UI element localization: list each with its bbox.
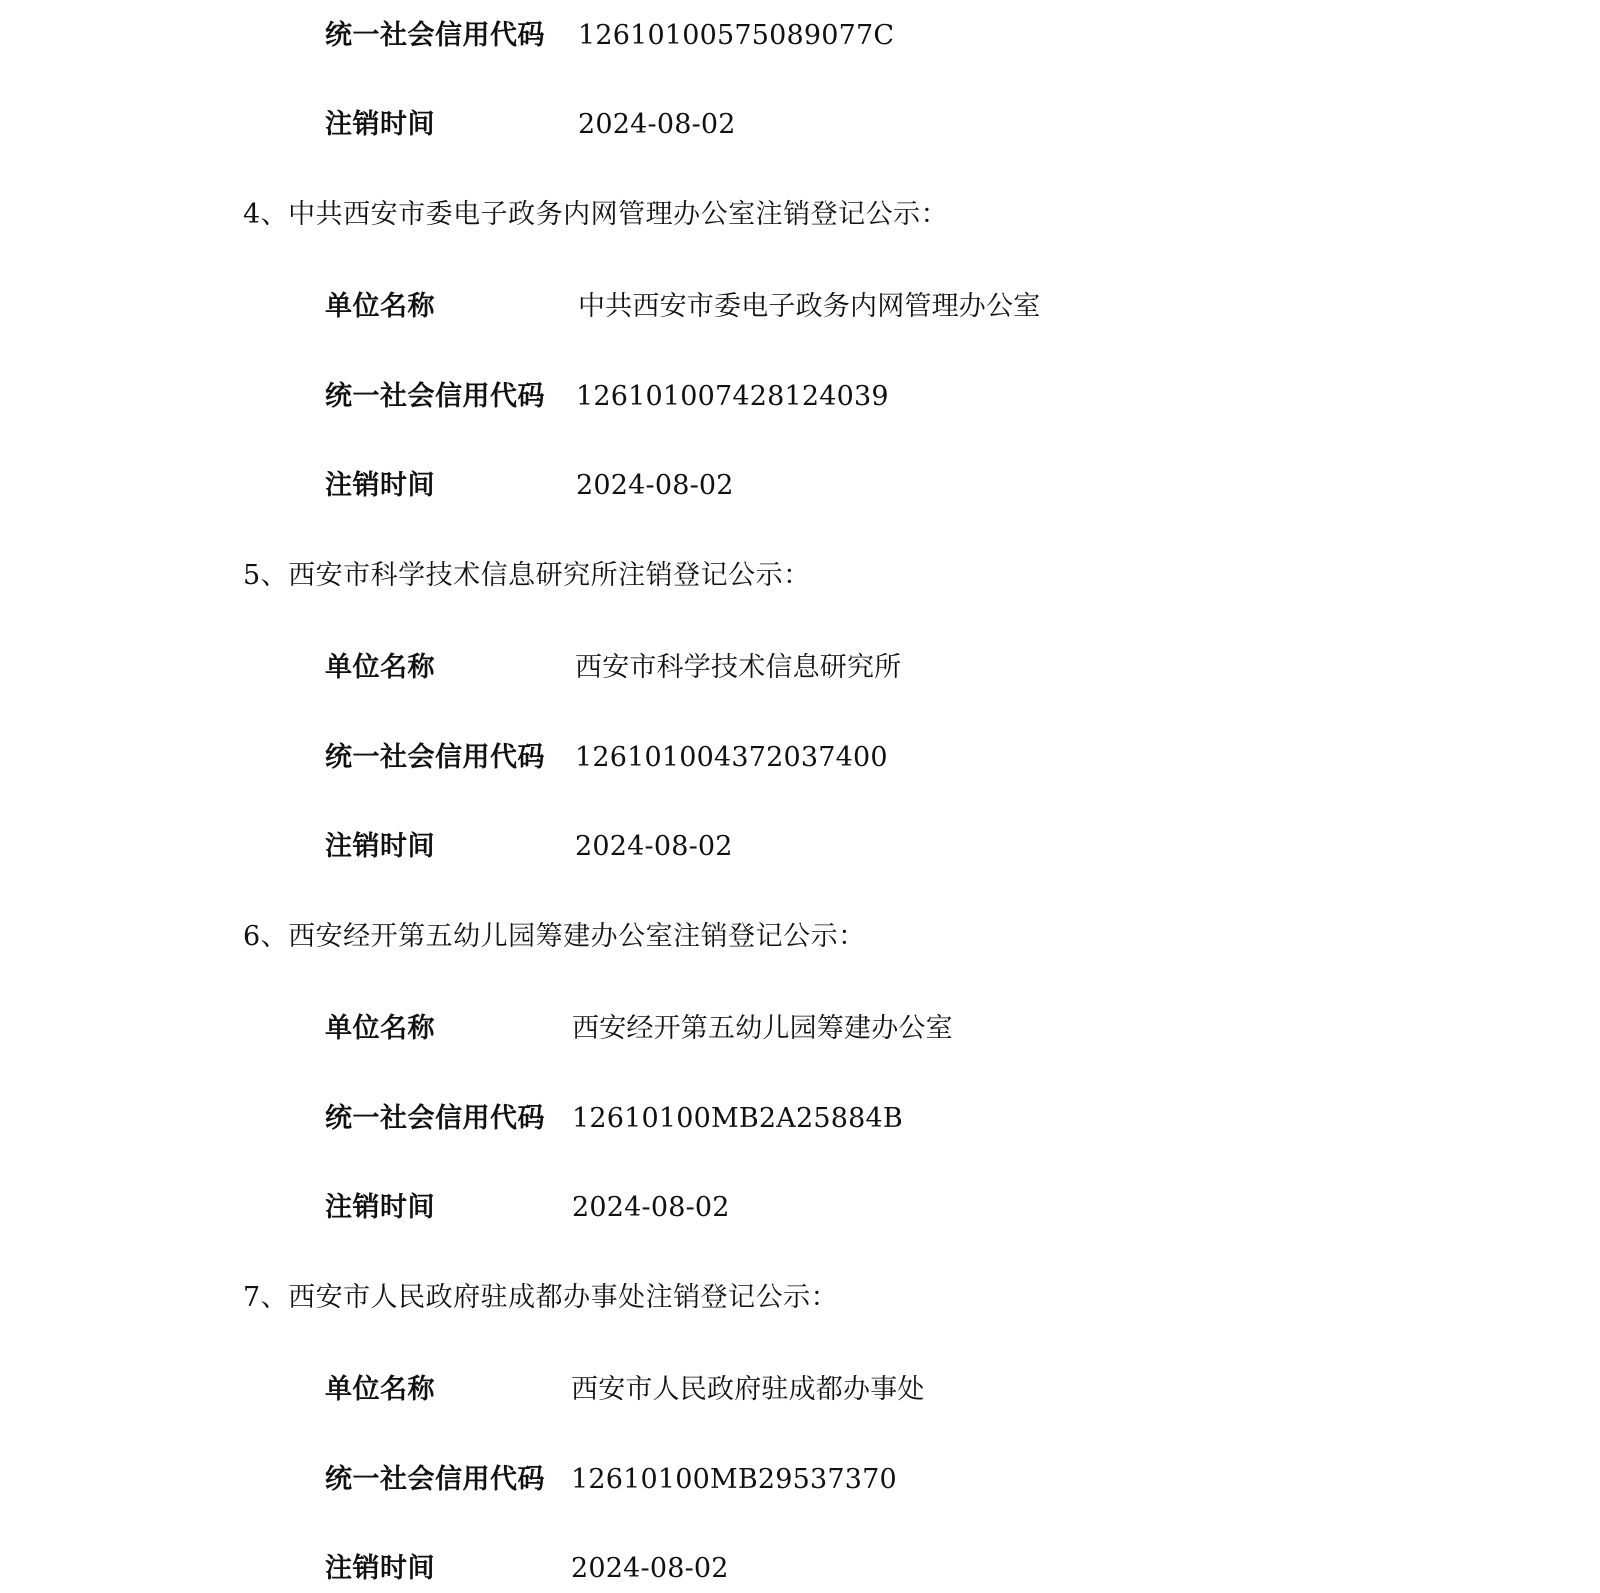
credit-code-value: 12610100MB29537370 <box>571 1464 897 1495</box>
unit-name-value: 西安市科学技术信息研究所 <box>575 652 902 683</box>
credit-code-label: 统一社会信用代码 <box>325 742 545 773</box>
section-heading: 4、中共西安市委电子政务内网管理办公室注销登记公示： <box>243 199 949 230</box>
unit-name-value: 中共西安市委电子政务内网管理办公室 <box>578 291 1041 322</box>
cancel-date-value: 2024-08-02 <box>576 470 734 501</box>
credit-code-label: 统一社会信用代码 <box>325 381 545 412</box>
unit-name-value: 西安市人民政府驻成都办事处 <box>571 1374 925 1405</box>
section-heading: 6、西安经开第五幼儿园筹建办公室注销登记公示： <box>243 921 866 952</box>
cancel-date-value: 2024-08-02 <box>578 109 736 140</box>
unit-name-label: 单位名称 <box>325 291 435 322</box>
unit-name-label: 单位名称 <box>325 1374 435 1405</box>
cancel-date-value: 2024-08-02 <box>575 831 733 862</box>
cancel-date-value: 2024-08-02 <box>572 1192 730 1223</box>
cancel-date-label: 注销时间 <box>325 470 435 501</box>
credit-code-label: 统一社会信用代码 <box>325 1464 545 1495</box>
cancel-date-label: 注销时间 <box>325 1553 435 1584</box>
credit-code-label: 统一社会信用代码 <box>325 1103 545 1134</box>
credit-code-value: 12610100575089077C <box>578 20 895 51</box>
credit-code-value: 12610100MB2A25884B <box>572 1103 903 1134</box>
cancel-date-label: 注销时间 <box>325 1192 435 1223</box>
cancel-date-label: 注销时间 <box>325 109 435 140</box>
section-heading: 7、西安市人民政府驻成都办事处注销登记公示： <box>243 1282 839 1313</box>
unit-name-value: 西安经开第五幼儿园筹建办公室 <box>572 1013 953 1044</box>
credit-code-value: 126101007428124039 <box>576 381 889 412</box>
credit-code-value: 126101004372037400 <box>575 742 888 773</box>
credit-code-label: 统一社会信用代码 <box>325 20 545 51</box>
unit-name-label: 单位名称 <box>325 652 435 683</box>
cancel-date-label: 注销时间 <box>325 831 435 862</box>
unit-name-label: 单位名称 <box>325 1013 435 1044</box>
cancel-date-value: 2024-08-02 <box>571 1553 729 1584</box>
section-heading: 5、西安市科学技术信息研究所注销登记公示： <box>243 560 811 591</box>
